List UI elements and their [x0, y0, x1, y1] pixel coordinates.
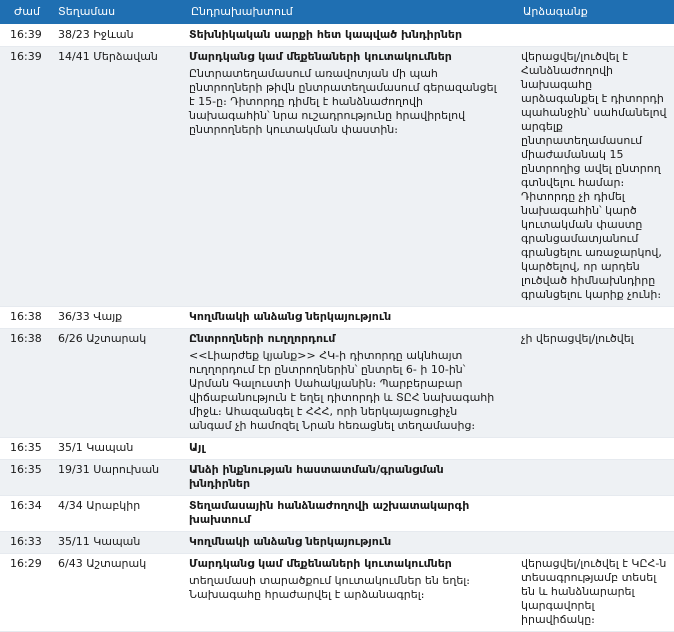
table-header — [0, 0, 674, 25]
incident-title: Ընտրողների ուղղորդում — [189, 332, 336, 345]
incident-title: Այլ — [189, 441, 205, 454]
row-time: 16:35 — [10, 441, 42, 454]
incident-title: Մարդկանց կամ մեքենաների կուտակումներ — [189, 50, 452, 63]
table-row[interactable] — [0, 460, 674, 496]
table-row[interactable] — [0, 47, 674, 307]
table-row[interactable] — [0, 25, 674, 47]
row-result — [517, 532, 674, 553]
table-row[interactable] — [0, 329, 674, 438]
row-description — [185, 460, 517, 495]
incident-title: Տեղամասային հանձնաժողովի աշխատակարգի խախտում — [189, 499, 470, 526]
row-place: 19/31 Սարուխան — [58, 463, 160, 476]
row-result — [517, 307, 674, 328]
row-place: 6/43 Աշտարակ — [58, 557, 147, 570]
row-description — [185, 47, 517, 306]
row-time: 16:35 — [10, 463, 42, 476]
row-time: 16:34 — [10, 499, 42, 512]
row-result — [517, 25, 674, 46]
table-row[interactable] — [0, 554, 674, 632]
row-time: 16:38 — [10, 310, 42, 323]
table-row[interactable] — [0, 532, 674, 554]
header-result[interactable]: Արձագանք — [523, 4, 588, 18]
table-row[interactable] — [0, 307, 674, 329]
table-row[interactable] — [0, 496, 674, 532]
row-description — [185, 329, 517, 437]
row-result: չի վերացվել/լուծվել — [521, 332, 634, 345]
row-result — [517, 496, 674, 531]
row-time: 16:38 — [10, 332, 42, 345]
row-time: 16:39 — [10, 50, 42, 63]
header-time[interactable]: Ժամ — [14, 4, 40, 18]
row-time: 16:39 — [10, 28, 42, 41]
incident-title: Անձի ինքնության հաստատման/գրանցման խնդիրներ — [189, 463, 444, 490]
row-place: 35/11 Կապան — [58, 535, 141, 548]
table-row[interactable] — [0, 438, 674, 460]
row-description — [185, 496, 517, 531]
row-result: վերացվել/լուծվել է Հանձնաժողովի նախագահը արձագանքել է դիտորդի պահանջին՝ սահմանելով արգելք ընտրատեղամասում միաժամանակ 15 ընտրողից ավել ընտրող գտնվելու համար։ Դիտորդը չի դիմել նախագահին՝ կարծ կուտակման փաստը գրանցամատյանում գրանցելու առաջարկով, կարծելով, որ արդեն լուծված հիմնախնդիրը գրանցելու կարիք չունի։ — [521, 50, 667, 301]
row-description — [185, 307, 517, 328]
incident-title: Տեխնիկական սարքի հետ կապված խնդիրներ — [189, 28, 463, 41]
header-place[interactable]: Տեղամաս — [58, 4, 116, 18]
incident-title: Կողմնակի անձանց ներկայություն — [189, 535, 392, 548]
row-description — [185, 438, 517, 459]
incident-text: Ընտրատեղամասում առավոտյան մի պահ ընտրողների թիվն ընտրատեղամասում գերազանցել է 15-ը։ Դիտորդը դիմել է հանձնաժողովի նախագահին՝ նրա ուշադրությունը հրավիրելով ընտրողների կուտակման փաստին։ — [189, 67, 497, 136]
incident-title: Մարդկանց կամ մեքենաների կուտակումներ — [189, 557, 452, 570]
row-place: 14/41 Մերձավան — [58, 50, 158, 63]
row-result: վերացվել/լուծվել է ԿԸՀ-ն տեսագրությամբ տեսել են և հանձնարարել կարգավորել իրավիճակը։ — [521, 557, 667, 626]
row-description — [185, 554, 517, 631]
row-place: 35/1 Կապան — [58, 441, 134, 454]
incident-text: <<Լիարժեք կյանք>> ՀԿ-ի դիտորդը ակնհայտ ուղղորդում էր ընտրողներին՝ ընտրել 6- ի 10-ին՝ Արման Գալուստի Սահակյանին։ Պարբերաբար վիճաբանություն է եղել դիտորդի և ՏԸՀ նախագահի միջև։ Ահազանգել է ՀՀՀ, որի ներկայացուցիչն անգամ չի համոզել Նրան հեռացնել տեղամասից։ — [189, 349, 495, 432]
row-description — [185, 532, 517, 553]
row-time: 16:29 — [10, 557, 42, 570]
row-place: 4/34 Արաբկիր — [58, 499, 141, 512]
incident-text: տեղամասի տարածքում կուտակումներ են եղել։ Նախագահը հրաժարվել է արձանագրել։ — [189, 574, 470, 601]
row-result — [517, 460, 674, 495]
row-place: 6/26 Աշտարակ — [58, 332, 147, 345]
header-description[interactable]: Ընդրախախտում — [191, 4, 293, 18]
incident-title: Կողմնակի անձանց ներկայություն — [189, 310, 392, 323]
row-place: 38/23 Իջևան — [58, 28, 134, 41]
row-time: 16:33 — [10, 535, 42, 548]
row-result — [517, 438, 674, 459]
row-description — [185, 25, 517, 46]
row-place: 36/33 Վայք — [58, 310, 123, 323]
